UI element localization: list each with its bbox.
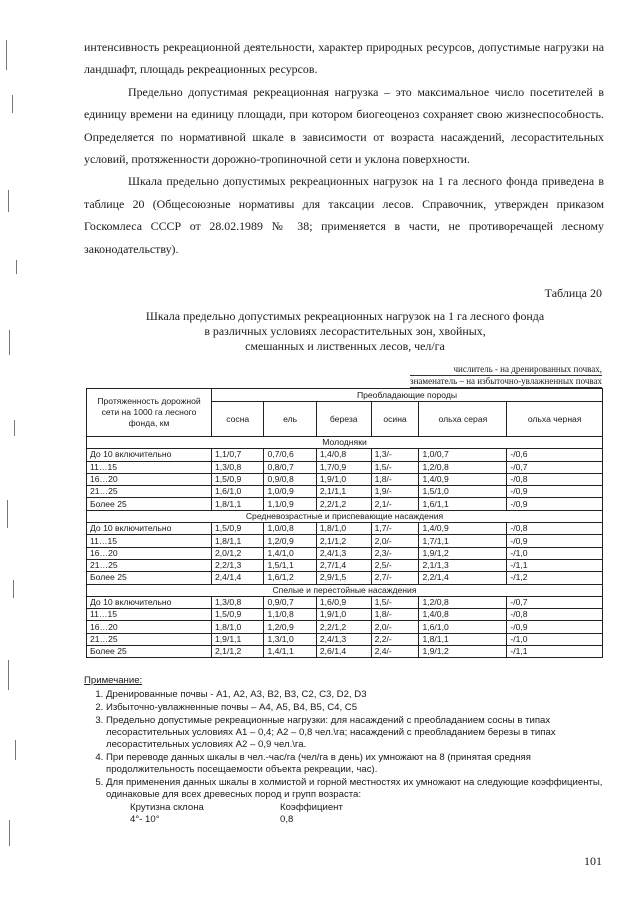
row-label: Более 25 xyxy=(87,498,212,510)
group-name: Спелые и перестойные насаждения xyxy=(87,584,603,596)
row-label: 21…25 xyxy=(87,486,212,498)
page-number: 101 xyxy=(584,854,602,868)
table-row xyxy=(87,449,603,461)
slope-coefficient-table xyxy=(130,802,604,826)
table-cell: 1,6/1,0 xyxy=(419,621,507,633)
group-name: Средневозрастные и приспевающие насаждения xyxy=(87,510,603,522)
table-cell: 1,8/- xyxy=(371,473,419,485)
table-cell: -/0,8 xyxy=(507,523,603,535)
table-row xyxy=(87,596,603,608)
table-cell: 0,7/0,6 xyxy=(264,449,316,461)
table-cell: 1,1/0,8 xyxy=(264,609,316,621)
table-cell: 1,5/- xyxy=(371,596,419,608)
table-cell: 1,9/1,0 xyxy=(316,473,371,485)
table-cell: -/1,0 xyxy=(507,633,603,645)
table-cell: 2,0/1,2 xyxy=(212,547,264,559)
table-cell: 1,0/0,9 xyxy=(264,486,316,498)
table-cell: 1,3/1,0 xyxy=(264,633,316,645)
table-cell: 1,5/1,1 xyxy=(264,559,316,571)
table-row xyxy=(87,486,603,498)
table-cell: -/0,7 xyxy=(507,461,603,473)
paragraph-2: Предельно допустимая рекреационная нагрузка – это максимальное число посетителей в единицу времени на единицу площади, при котором биогеоценоз сохраняет свою жизнеспособность. Определяется по нормативной шкале в зависимости от возраста насаждений, лесорастительных условий, протяженности дорожно-тропиночной сети и уклона поверхности. xyxy=(84,84,604,167)
row-label: 11…15 xyxy=(87,609,212,621)
column-header: ель xyxy=(264,402,316,437)
row-label: До 10 включительно xyxy=(87,596,212,608)
column-header: береза xyxy=(316,402,371,437)
binding-mark xyxy=(14,420,15,436)
table-row xyxy=(87,523,603,535)
table-title xyxy=(110,309,580,354)
table-cell: 2,0/- xyxy=(371,621,419,633)
column-header: ольха черная xyxy=(507,402,603,437)
table-title-line: Шкала предельно допустимых рекреационных нагрузок на 1 га лесного фонда xyxy=(145,309,545,323)
table-cell: 2,2/1,3 xyxy=(212,559,264,571)
coef-slope-value: 4°- 10° xyxy=(130,814,160,825)
table-cell: 1,0/0,7 xyxy=(419,449,507,461)
column-header: сосна xyxy=(212,402,264,437)
paragraph-1: интенсивность рекреационной деятельности, характер природных ресурсов, допустимые нагрузки на ландшафт, площадь рекреационных ресурсов. xyxy=(84,40,604,77)
binding-mark xyxy=(15,740,16,760)
row-label: 11…15 xyxy=(87,535,212,547)
group-header: Преобладающие породы xyxy=(212,389,603,402)
table-cell: 1,7/0,9 xyxy=(316,461,371,473)
table-cell: 1,8/- xyxy=(371,609,419,621)
note-item: 5. Для применения данных шкалы в холмистой и горной местностях их умножают на следующие коэффициенты, одинаковые для всех древесных пород и групп возраста: xyxy=(106,777,604,801)
table-cell: 0,8/0,7 xyxy=(264,461,316,473)
table-cell: 2,2/1,4 xyxy=(419,572,507,584)
notes-heading: Примечание: xyxy=(84,675,143,686)
binding-mark xyxy=(6,40,7,70)
table-row xyxy=(87,461,603,473)
binding-mark xyxy=(8,190,9,212)
table-cell: 2,5/- xyxy=(371,559,419,571)
row-label: 11…15 xyxy=(87,461,212,473)
table-cell: 1,9/1,1 xyxy=(212,633,264,645)
table-cell: 1,2/0,9 xyxy=(264,621,316,633)
table-row xyxy=(87,559,603,571)
row-label: 16…20 xyxy=(87,547,212,559)
table-cell: 2,1/1,2 xyxy=(316,535,371,547)
table-row xyxy=(87,572,603,584)
table-cell: 1,6/0,9 xyxy=(316,596,371,608)
table-cell: -/1,1 xyxy=(507,559,603,571)
paragraph-3: Шкала предельно допустимых рекреационных нагрузок на 1 га лесного фонда приведена в таблице 20 (Общесоюзные нормативы для таксации лесов. Справочник, утвержден приказом Госкомлеса СССР от 28.02.1989 № 38; применяется в части, не противоречащей лесному законодательству). xyxy=(84,174,604,256)
binding-mark xyxy=(7,500,8,528)
table-cell: 2,1/- xyxy=(371,498,419,510)
table-row xyxy=(87,621,603,633)
table-cell: 1,0/0,8 xyxy=(264,523,316,535)
table-cell: 1,6/1,1 xyxy=(419,498,507,510)
table-cell: 2,6/1,4 xyxy=(316,646,371,658)
table-cell: 2,2/- xyxy=(371,633,419,645)
load-scale-table xyxy=(86,388,603,658)
table-cell: 1,1/0,9 xyxy=(264,498,316,510)
table-cell: 2,4/1,4 xyxy=(212,572,264,584)
coef-header-coefficient: Коэффициент xyxy=(280,802,343,813)
legend-denominator: знаменатель – на избыточно-увлажненных почвах xyxy=(410,376,602,386)
table-cell: 1,4/1,1 xyxy=(264,646,316,658)
table-cell: 1,4/0,8 xyxy=(316,449,371,461)
binding-mark xyxy=(16,260,17,274)
table-cell: 1,8/1,1 xyxy=(212,535,264,547)
table-cell: 2,7/1,4 xyxy=(316,559,371,571)
table-cell: 2,2/1,2 xyxy=(316,621,371,633)
table-cell: 1,3/0,8 xyxy=(212,461,264,473)
note-item: 2. Избыточно-увлажненные почвы – А4, А5, В4, В5, С4, С5 xyxy=(106,702,604,714)
table-cell: 1,8/1,0 xyxy=(316,523,371,535)
legend-numerator: числитель - на дренированных почвах, xyxy=(410,364,602,376)
group-row xyxy=(87,584,603,596)
row-label: Более 25 xyxy=(87,646,212,658)
table-cell: 1,4/1,0 xyxy=(264,547,316,559)
group-name: Молодняки xyxy=(87,437,603,449)
table-cell: 2,1/1,2 xyxy=(212,646,264,658)
table-cell: 2,4/1,3 xyxy=(316,547,371,559)
intro-paragraph xyxy=(84,36,604,260)
note-item: 4. При переводе данных шкалы в чел.-час/га (чел/га в день) их умножают на 8 (принятая средняя продолжительность посещаемости объекта рекреации, час). xyxy=(106,752,604,776)
table-cell: 1,9/1,2 xyxy=(419,646,507,658)
binding-margin-marks xyxy=(0,0,28,905)
table-cell: 1,5/0,9 xyxy=(212,523,264,535)
column-header: ольха серая xyxy=(419,402,507,437)
table-cell: -/0,8 xyxy=(507,609,603,621)
table-cell: 1,7/- xyxy=(371,523,419,535)
table-cell: 1,9/1,2 xyxy=(419,547,507,559)
table-cell: 1,3/- xyxy=(371,449,419,461)
table-row xyxy=(87,473,603,485)
table-row xyxy=(87,646,603,658)
table-cell: 1,5/0,9 xyxy=(212,609,264,621)
table-cell: 1,9/1,0 xyxy=(316,609,371,621)
table-row xyxy=(87,547,603,559)
row-label: До 10 включительно xyxy=(87,523,212,535)
table-cell: 2,9/1,5 xyxy=(316,572,371,584)
table-cell: 1,5/1,0 xyxy=(419,486,507,498)
binding-mark xyxy=(9,330,10,355)
table-cell: 1,8/1,1 xyxy=(212,498,264,510)
table-cell: 1,4/0,9 xyxy=(419,523,507,535)
table-cell: 2,2/1,2 xyxy=(316,498,371,510)
table-title-line: смешанных и лиственных лесов, чел/га xyxy=(245,339,445,353)
group-row xyxy=(87,437,603,449)
table-cell: 1,4/0,9 xyxy=(419,473,507,485)
table-cell: 1,2/0,9 xyxy=(264,535,316,547)
row-label: Более 25 xyxy=(87,572,212,584)
coef-header-slope: Крутизна склона xyxy=(130,802,204,813)
column-header: осина xyxy=(371,402,419,437)
table-cell: -/0,9 xyxy=(507,621,603,633)
table-cell: 2,3/- xyxy=(371,547,419,559)
table-cell: -/0,6 xyxy=(507,449,603,461)
table-cell: -/1,0 xyxy=(507,547,603,559)
table-row xyxy=(87,633,603,645)
table-row xyxy=(87,498,603,510)
table-cell: 1,6/1,0 xyxy=(212,486,264,498)
table-cell: -/0,9 xyxy=(507,535,603,547)
table-cell: -/0,7 xyxy=(507,596,603,608)
notes-section xyxy=(84,675,604,826)
table-legend xyxy=(410,364,602,388)
row-label: 16…20 xyxy=(87,473,212,485)
table-cell: 1,3/0,8 xyxy=(212,596,264,608)
table-cell: -/0,9 xyxy=(507,486,603,498)
table-label: Таблица 20 xyxy=(544,286,602,300)
note-item: 3. Предельно допустимые рекреационные нагрузки: для насаждений с преобладанием сосны в типах лесорастительных условиях А1 – 0,4; А2 – 0,8 чел.\га; насаждений с преобладанием березы в типах лесорастительных условиях А2 – 0,9 чел.\га. xyxy=(106,715,604,751)
row-label: До 10 включительно xyxy=(87,449,212,461)
table-cell: -/0,8 xyxy=(507,473,603,485)
table-cell: -/1,1 xyxy=(507,646,603,658)
table-cell: 1,4/0,8 xyxy=(419,609,507,621)
table-cell: 1,6/1,2 xyxy=(264,572,316,584)
row-label: 21…25 xyxy=(87,633,212,645)
row-header: Протяженность дорожной сети на 1000 га лесного фонда, км xyxy=(87,389,212,437)
table-cell: 1,5/0,9 xyxy=(212,473,264,485)
table-cell: 2,4/- xyxy=(371,646,419,658)
table-cell: 1,2/0,8 xyxy=(419,461,507,473)
table-row xyxy=(87,535,603,547)
table-cell: 1,8/1,1 xyxy=(419,633,507,645)
table-cell: 1,1/0,7 xyxy=(212,449,264,461)
table-cell: 2,0/- xyxy=(371,535,419,547)
table-cell: 0,9/0,7 xyxy=(264,596,316,608)
table-cell: 2,7/- xyxy=(371,572,419,584)
table-cell: 1,7/1,1 xyxy=(419,535,507,547)
table-cell: -/1,2 xyxy=(507,572,603,584)
table-cell: 1,2/0,8 xyxy=(419,596,507,608)
table-cell: 2,1/1,3 xyxy=(419,559,507,571)
binding-mark xyxy=(12,95,13,113)
table-cell: 2,4/1,3 xyxy=(316,633,371,645)
table-cell: 2,1/1,1 xyxy=(316,486,371,498)
table-cell: 1,8/1,0 xyxy=(212,621,264,633)
table-cell: -/0,9 xyxy=(507,498,603,510)
table-cell: 0,9/0,8 xyxy=(264,473,316,485)
table-cell: 1,9/- xyxy=(371,486,419,498)
notes-list xyxy=(84,689,604,801)
table-title-line: в различных условиях лесорастительных зон, хвойных, xyxy=(204,324,486,338)
row-label: 21…25 xyxy=(87,559,212,571)
table-cell: 1,5/- xyxy=(371,461,419,473)
table-row xyxy=(87,609,603,621)
row-label: 16…20 xyxy=(87,621,212,633)
binding-mark xyxy=(9,820,10,846)
coef-value: 0,8 xyxy=(280,814,294,825)
binding-mark xyxy=(13,580,14,598)
binding-mark xyxy=(8,660,9,690)
note-item: 1. Дренированные почвы - А1, А2, А3, В2, В3, С2, С3, D2, D3 xyxy=(106,689,604,701)
group-row xyxy=(87,510,603,522)
